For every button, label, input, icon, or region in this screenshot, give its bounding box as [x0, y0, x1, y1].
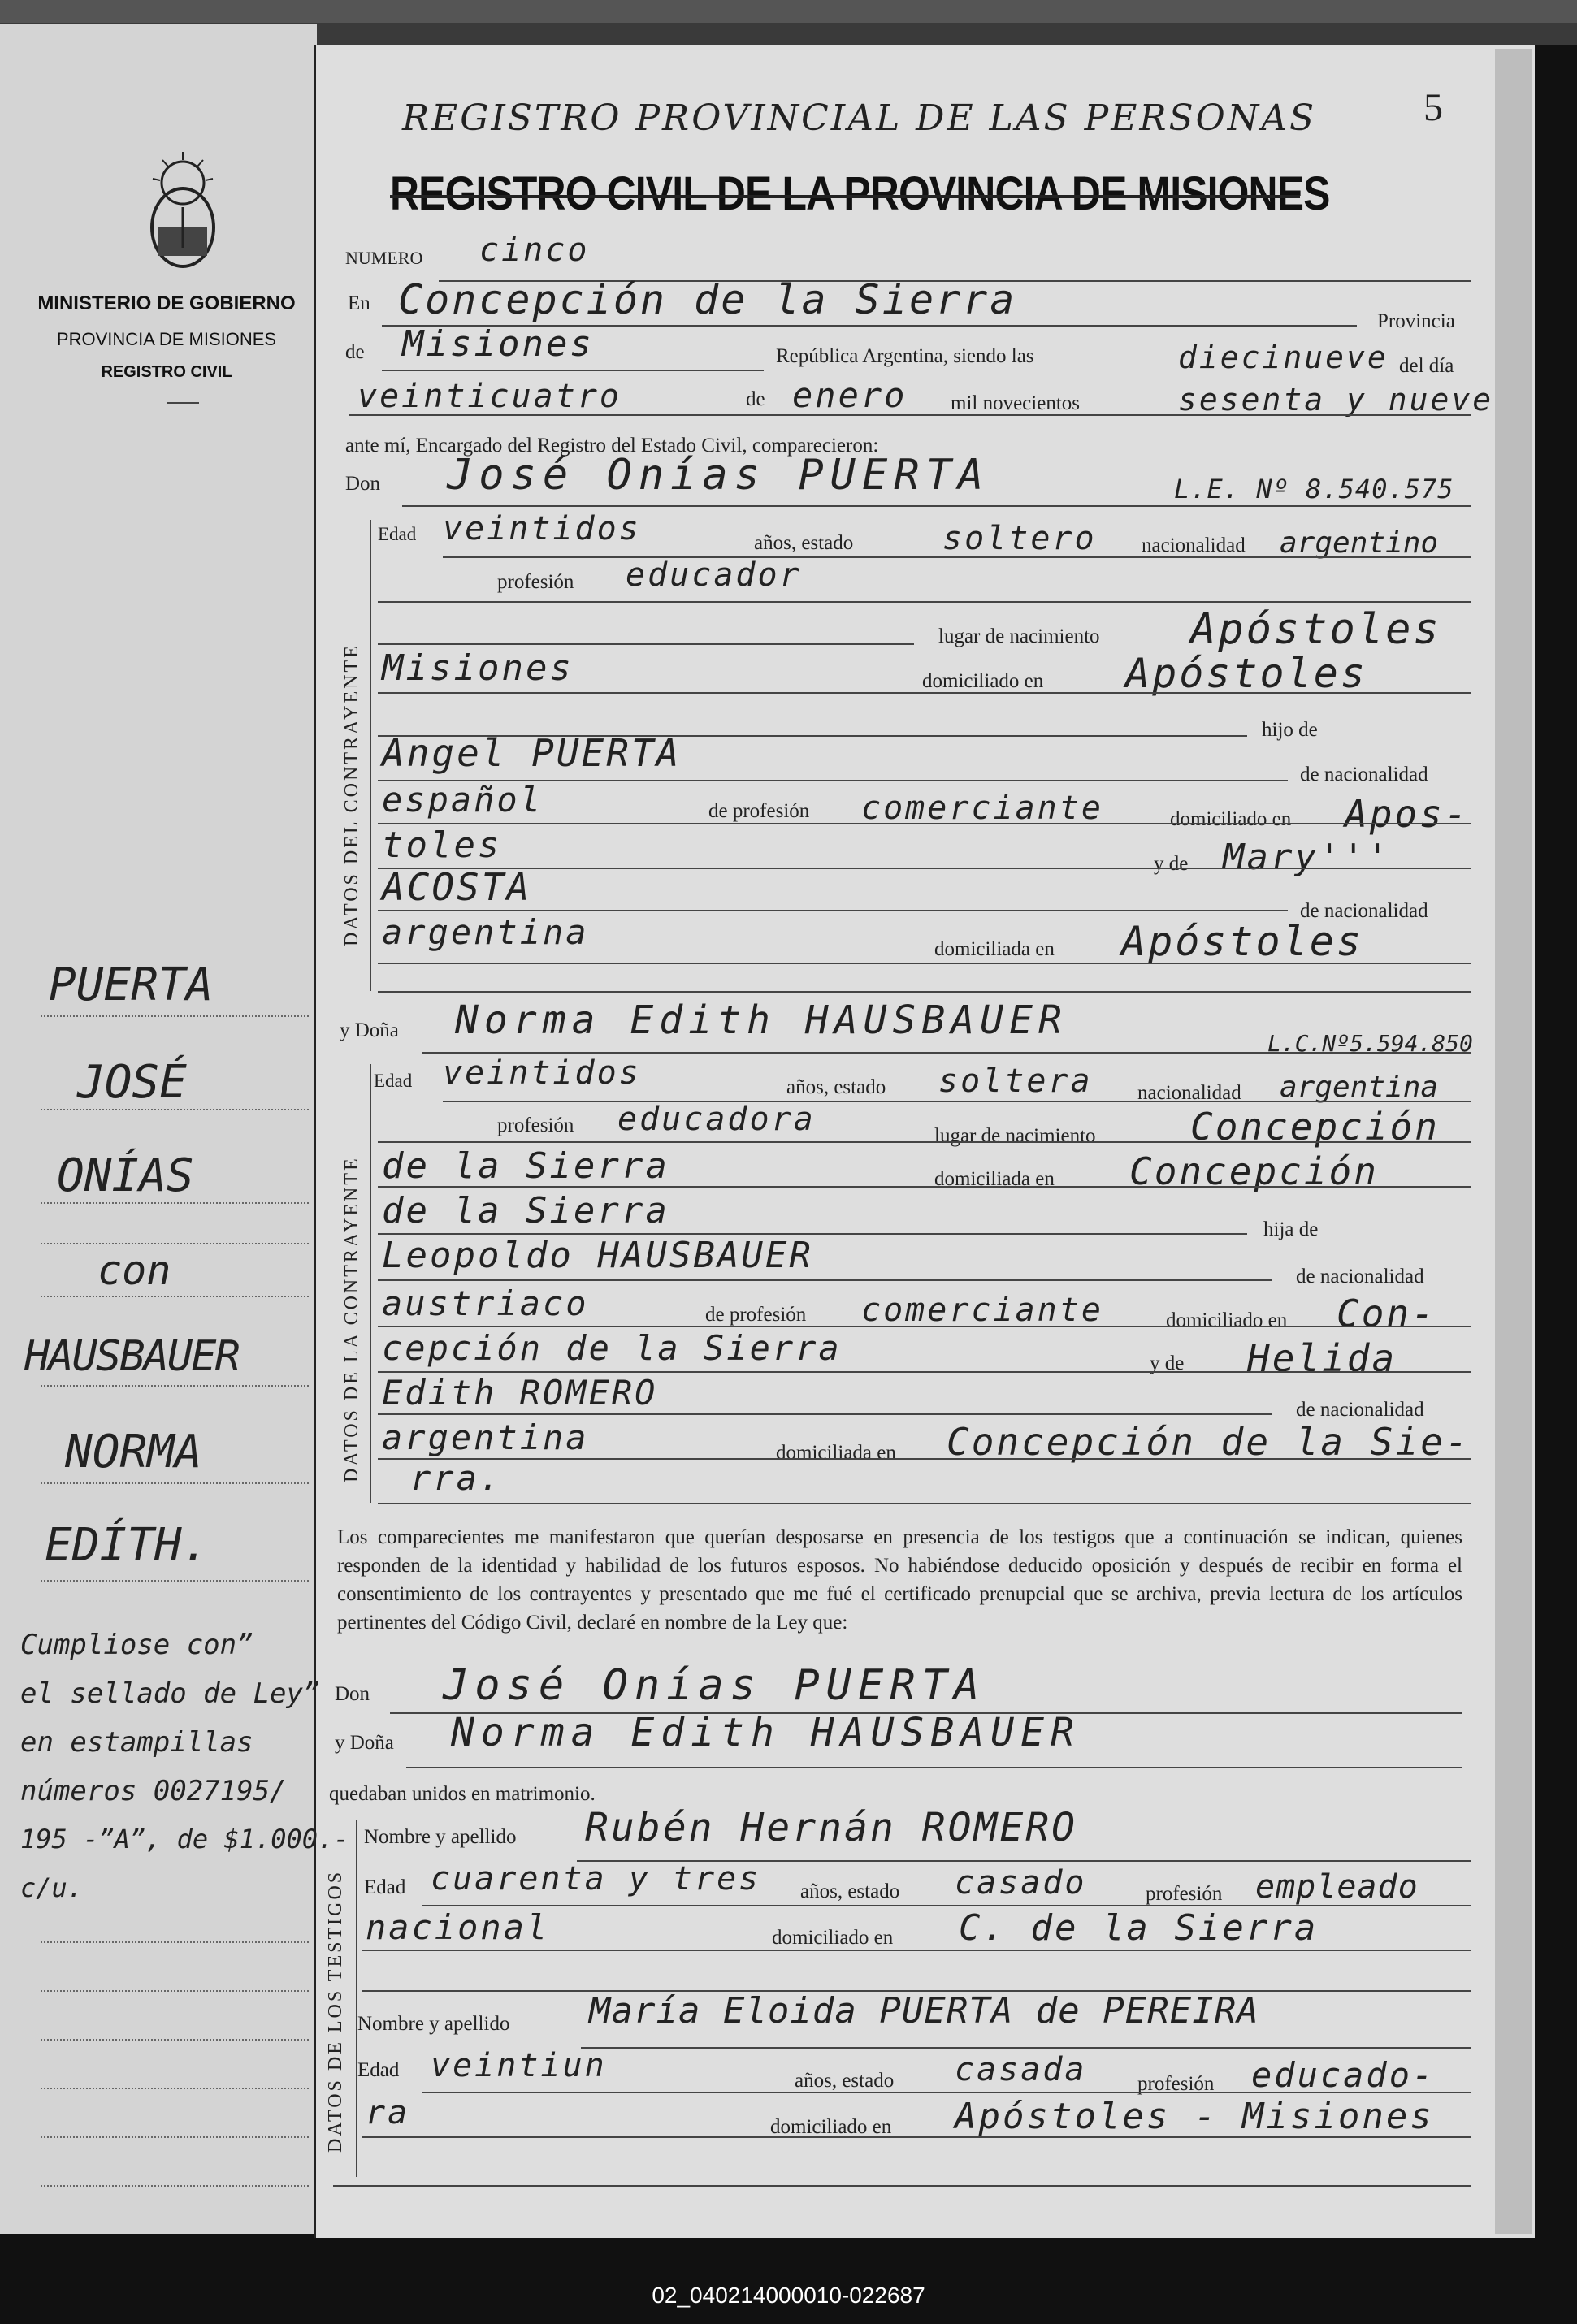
witness-block-bar — [356, 1820, 357, 2177]
witness2-edad: veintiun — [431, 2047, 607, 2084]
witness1-profesion: empleado — [1255, 1868, 1419, 1906]
label-nombre-apellido: Nombre y apellido — [364, 1826, 517, 1848]
value-hora: diecinueve — [1178, 340, 1389, 375]
label-hijo-de: hijo de — [1262, 719, 1318, 741]
rule — [378, 823, 1471, 824]
label-en: En — [348, 292, 370, 314]
value-provincia: Misiones — [402, 323, 594, 365]
bride-padre-dom-2: cepción de la Sierra — [382, 1328, 842, 1368]
rule — [378, 963, 1471, 964]
groom-edad: veintidos — [443, 510, 641, 547]
groom-block-bar — [370, 520, 371, 991]
bride-padre-prof: comerciante — [861, 1292, 1103, 1329]
stamp-note-4: números 0027195/ — [20, 1775, 287, 1807]
rule — [378, 868, 1471, 869]
label-domiciliado: domiciliado en — [772, 1927, 894, 1949]
declaration-paragraph: Los comparecientes me manifestaron que querían desposarse en presencia de los testigos que a continuación se indican, quienes responden de la identidad y habilidad de los futuros esposos. No habiéndose deducido oposición y después de recibir en forma el consentimiento de los contrayentes y presentado que me fué el certificado prenupcial que se archiva, previa lectura de los artículos pertinentes del Código Civil, declaré en nombre de la Ley que: — [337, 1526, 1462, 1634]
union-dona: Norma Edith HAUSBAUER — [451, 1710, 1081, 1755]
rule — [378, 1413, 1272, 1415]
rule — [443, 556, 1471, 558]
groom-nacionalidad: argentino — [1280, 526, 1439, 560]
label-y-de: y de — [1154, 853, 1189, 875]
margin-dots — [41, 2136, 309, 2138]
bride-madre-dom-1: Concepción de la Sie- — [947, 1420, 1471, 1464]
label-lugar-nac: lugar de nacimiento — [938, 625, 1100, 647]
stamp-note-3: en estampillas — [20, 1726, 253, 1759]
margin-name-4: con — [97, 1247, 171, 1294]
bride-nacionalidad: argentina — [1280, 1071, 1439, 1104]
label-de-profesion: de profesión — [708, 800, 810, 822]
bride-padre: Leopoldo HAUSBAUER — [382, 1235, 813, 1276]
rule — [333, 2185, 1471, 2187]
rule — [422, 1052, 1471, 1054]
header-title-1: REGISTRO PROVINCIAL DE LAS PERSONAS — [402, 97, 1317, 139]
label-profesion: profesión — [1137, 2073, 1215, 2095]
witness1-name: Rubén Hernán ROMERO — [585, 1805, 1078, 1850]
rule — [581, 2047, 1471, 2049]
margin-dots — [41, 1243, 309, 1244]
label-profesion: profesión — [497, 1114, 574, 1136]
label-de-nacionalidad: de nacionalidad — [1296, 1266, 1424, 1288]
bride-name: Norma Edith HAUSBAUER — [455, 998, 1068, 1043]
label-datos-testigos: DATOS DE LOS TESTIGOS — [325, 1869, 346, 2153]
groom-estado: soltero — [942, 520, 1097, 557]
rule — [378, 643, 914, 645]
label-datos-la-contrayente: DATOS DE LA CONTRAYENTE — [341, 1156, 362, 1482]
label-domiciliada: domiciliada en — [776, 1442, 896, 1464]
groom-madre-dom: Apóstoles — [1121, 918, 1363, 965]
margin-dots — [41, 2185, 309, 2187]
margin-name-3: ONÍAS — [57, 1149, 194, 1202]
groom-lugar-nac-2: Misiones — [382, 647, 574, 689]
label-y-dona: y Doña — [335, 1732, 394, 1754]
label-de-mes: de — [746, 388, 765, 410]
bride-lugar-nac-2: de la Sierra — [382, 1145, 669, 1187]
witness1-estado: casado — [955, 1864, 1087, 1902]
rule — [362, 1950, 1471, 1951]
groom-domicilio: Apóstoles — [1125, 650, 1367, 697]
label-edad: Edad — [374, 1071, 413, 1091]
value-numero: cinco — [479, 232, 590, 269]
margin-dots — [41, 1109, 309, 1110]
margin-dots — [41, 2039, 309, 2041]
page-number: 5 — [1423, 86, 1443, 129]
label-ante-mi: ante mí, Encargado del Registro del Estado Civil, comparecieron: — [345, 435, 879, 457]
ministry-line-3: REGISTRO CIVIL — [101, 363, 232, 381]
label-y-de: y de — [1150, 1352, 1185, 1374]
bride-domicilio-1: Concepción — [1129, 1149, 1379, 1193]
label-de: de — [345, 341, 365, 363]
rule — [422, 2092, 1471, 2093]
footer-code: 02_040214000010-022687 — [652, 2283, 925, 2308]
label-del-dia: del día — [1399, 355, 1454, 377]
margin-dots — [41, 1015, 309, 1017]
label-nacionalidad: nacionalidad — [1142, 534, 1246, 556]
rule — [378, 1326, 1471, 1327]
stamp-note-1: Cumpliose con” — [20, 1629, 253, 1661]
bride-edad: veintidos — [443, 1054, 641, 1092]
ministry-line-2: PROVINCIA DE MISIONES — [56, 329, 277, 349]
strike-line — [390, 195, 1300, 198]
groom-padre-dom-2: toles — [382, 824, 502, 866]
label-edad: Edad — [357, 2059, 400, 2081]
label-don: Don — [335, 1683, 370, 1705]
label-domiciliado: domiciliado en — [1166, 1309, 1288, 1331]
groom-madre-nac: argentina — [382, 912, 589, 952]
label-profesion: profesión — [497, 571, 574, 593]
bride-madre-2: Edith ROMERO — [382, 1373, 658, 1413]
rule — [378, 601, 1471, 603]
rule — [378, 1458, 1471, 1460]
groom-madre-1: Mary''' — [1223, 837, 1391, 878]
label-republica: República Argentina, siendo las — [776, 345, 1034, 367]
margin-dots — [41, 1202, 309, 1204]
label-hija-de: hija de — [1263, 1218, 1319, 1240]
rule — [362, 2136, 1471, 2138]
label-de-nacionalidad: de nacionalidad — [1296, 1399, 1424, 1421]
margin-name-6: NORMA — [65, 1426, 202, 1478]
margin-name-5: HAUSBAUER — [24, 1332, 239, 1381]
label-domiciliado: domiciliado en — [922, 670, 1044, 692]
label-provincia: Provincia — [1377, 310, 1455, 332]
value-mes: enero — [792, 375, 908, 415]
label-anos-estado: años, estado — [754, 532, 854, 554]
margin-dots — [41, 1482, 309, 1484]
book-binding — [0, 0, 1577, 23]
label-domiciliada: domiciliada en — [934, 1168, 1055, 1190]
groom-padre-nac: español — [382, 780, 544, 820]
rule — [378, 1141, 1471, 1143]
witness2-estado: casada — [955, 2051, 1087, 2088]
label-domiciliada: domiciliada en — [934, 938, 1055, 960]
rule — [378, 1186, 1471, 1188]
bride-padre-nac: austriaco — [382, 1283, 589, 1323]
stamp-note-5: 195 -”A”, de $1.000.- — [20, 1824, 349, 1854]
label-de-nacionalidad: de nacionalidad — [1300, 764, 1428, 785]
groom-name: José Onías PUERTA — [447, 451, 990, 500]
stamp-note-2: el sellado de Ley” — [20, 1677, 320, 1710]
margin-name-7: EDÍTH. — [45, 1519, 210, 1572]
coat-of-arms-icon — [138, 150, 227, 272]
margin-dots — [41, 1580, 309, 1582]
witness2-profesion-1: educado- — [1251, 2055, 1436, 2095]
groom-profesion: educador — [626, 556, 802, 594]
label-numero: NUMERO — [345, 248, 423, 268]
bride-madre-dom-2: rra. — [410, 1458, 503, 1498]
rule — [422, 1905, 1471, 1906]
margin-dots — [41, 1385, 309, 1387]
margin-dots — [41, 1941, 309, 1943]
label-nacionalidad: nacionalidad — [1137, 1082, 1241, 1104]
label-datos-contrayente: DATOS DEL CONTRAYENTE — [341, 643, 362, 946]
label-de-profesion: de profesión — [705, 1304, 807, 1326]
witness2-domicilio: Apóstoles - Misiones — [955, 2096, 1434, 2137]
margin-dots — [41, 1990, 309, 1992]
header-title-2: REGISTRO CIVIL DE LA PROVINCIA DE MISIONES — [390, 167, 1330, 220]
groom-padre-dom-1: Apos- — [1345, 792, 1470, 836]
ministry-line-1: MINISTERIO DE GOBIERNO — [37, 292, 296, 314]
rule — [443, 1101, 1471, 1102]
label-profesion: profesión — [1146, 1883, 1223, 1905]
bride-padre-dom-1: Con- — [1337, 1292, 1436, 1335]
bride-estado: soltera — [938, 1062, 1093, 1100]
page-edge — [1495, 49, 1532, 2234]
value-anio: sesenta y nueve — [1178, 382, 1494, 418]
rule — [349, 414, 1471, 416]
stamp-note-6: c/u. — [20, 1872, 84, 1903]
margin-name-2: JOSÉ — [77, 1056, 187, 1109]
label-edad: Edad — [364, 1876, 406, 1898]
label-domiciliado: domiciliado en — [770, 2116, 892, 2138]
label-y-dona: y Doña — [340, 1019, 399, 1041]
witness2-name: María Eloida PUERTA de PEREIRA — [589, 1990, 1259, 2032]
rule — [378, 692, 1471, 694]
label-anos-estado: años, estado — [795, 2070, 895, 2092]
rule — [378, 1503, 1471, 1504]
groom-lugar-nac-1: Apóstoles — [1190, 605, 1441, 654]
groom-padre-prof: comerciante — [861, 790, 1103, 827]
bride-block-bar — [370, 1064, 371, 1503]
bride-profesion: educadora — [617, 1101, 816, 1138]
label-edad: Edad — [378, 524, 417, 544]
union-don: José Onías PUERTA — [443, 1661, 986, 1710]
bride-madre-nac: argentina — [382, 1417, 589, 1457]
margin-dots — [41, 1296, 309, 1297]
bride-madre-1: Helida — [1247, 1336, 1397, 1380]
rule — [406, 1767, 1462, 1768]
rule — [402, 505, 1471, 507]
bride-doc: L.C.Nº5.594.850 — [1267, 1030, 1473, 1057]
bride-lugar-nac-1: Concepción — [1190, 1105, 1440, 1149]
rule — [378, 1279, 1272, 1281]
rule — [378, 991, 1471, 993]
margin-dots — [41, 2088, 309, 2089]
groom-madre-2: ACOSTA — [382, 865, 532, 909]
ministry-rule — [167, 402, 199, 404]
bride-domicilio-2: de la Sierra — [382, 1190, 669, 1231]
margin-name-1: PUERTA — [49, 959, 214, 1011]
label-domiciliado: domiciliado en — [1170, 808, 1292, 830]
witness1-edad: cuarenta y tres — [431, 1860, 761, 1898]
groom-padre: Angel PUERTA — [382, 731, 682, 775]
rule — [382, 370, 764, 371]
value-lugar: Concepción de la Sierra — [398, 276, 1017, 323]
value-dia: veinticuatro — [357, 378, 622, 415]
label-anos-estado: años, estado — [800, 1880, 900, 1902]
witness1-profesion-2: nacional — [366, 1907, 550, 1947]
label-don: Don — [345, 473, 381, 495]
witness2-profesion-2: ra — [366, 2094, 410, 2131]
label-de-nacionalidad: de nacionalidad — [1300, 900, 1428, 922]
label-mil-novecientos: mil novecientos — [951, 392, 1080, 414]
label-nombre-apellido: Nombre y apellido — [357, 2013, 510, 2035]
witness1-domicilio: C. de la Sierra — [959, 1907, 1319, 1949]
label-lugar-nac: lugar de nacimiento — [934, 1125, 1096, 1147]
rule — [378, 910, 1288, 911]
label-anos-estado: años, estado — [786, 1076, 886, 1098]
groom-doc: L.E. Nº 8.540.575 — [1174, 474, 1454, 504]
label-quedaban: quedaban unidos en matrimonio. — [329, 1783, 596, 1805]
